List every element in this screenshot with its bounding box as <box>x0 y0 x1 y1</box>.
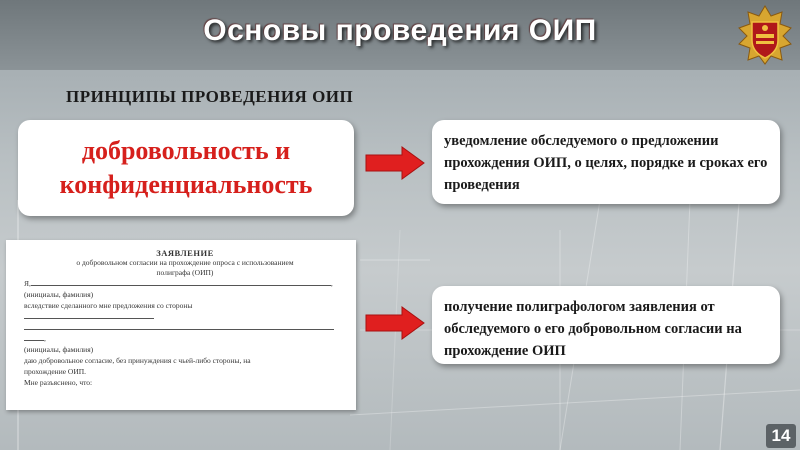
document-line: (инициалы, фамилия) <box>24 345 94 354</box>
principle-line-2: конфиденциальность <box>59 170 313 199</box>
document-line <box>24 311 346 322</box>
principle-box <box>18 120 354 216</box>
document-line: вследствие сделанного мне предложения со стороны <box>24 301 193 310</box>
document-blank <box>24 311 154 319</box>
document-line: Я, , <box>24 279 333 288</box>
document-line: , <box>24 333 346 344</box>
document-subheading: полиграфа (ОИП) <box>156 268 214 277</box>
info-box-notification: уведомление обследуемого о предложении прохождения ОИП, о целях, порядке и сроках его проведения <box>432 120 780 204</box>
document-heading: ЗАЯВЛЕНИЕ <box>156 248 214 258</box>
arrow-right-icon <box>364 146 426 180</box>
section-subtitle: ПРИНЦИПЫ ПРОВЕДЕНИЯ ОИП <box>66 87 354 106</box>
document-line <box>24 322 346 333</box>
document-line: Мне разъяснено, что: <box>24 378 93 387</box>
document-blank <box>24 333 44 341</box>
info-box-application: получение полиграфологом заявления от обследуемого о его добровольном согласии на прохождение ОИП <box>432 286 780 364</box>
principle-line-1: добровольность и <box>81 136 291 165</box>
slide-title: Основы проведения ОИП <box>203 14 597 47</box>
arrow-right-icon <box>364 306 426 340</box>
document-blank <box>31 278 331 286</box>
document-blank <box>24 322 334 330</box>
emblem-icon <box>736 4 794 66</box>
principle-text <box>60 134 313 202</box>
application-document <box>6 240 356 410</box>
document-line: прохождение ОИП. <box>24 367 87 376</box>
page-number: 14 <box>766 424 796 448</box>
document-line: даю добровольное согласие, без принуждения с чьей-либо стороны, на <box>24 356 251 365</box>
document-line: (инициалы, фамилия) <box>24 290 94 299</box>
document-subheading: о добровольном согласии на прохождение опроса с использованием <box>76 258 294 267</box>
